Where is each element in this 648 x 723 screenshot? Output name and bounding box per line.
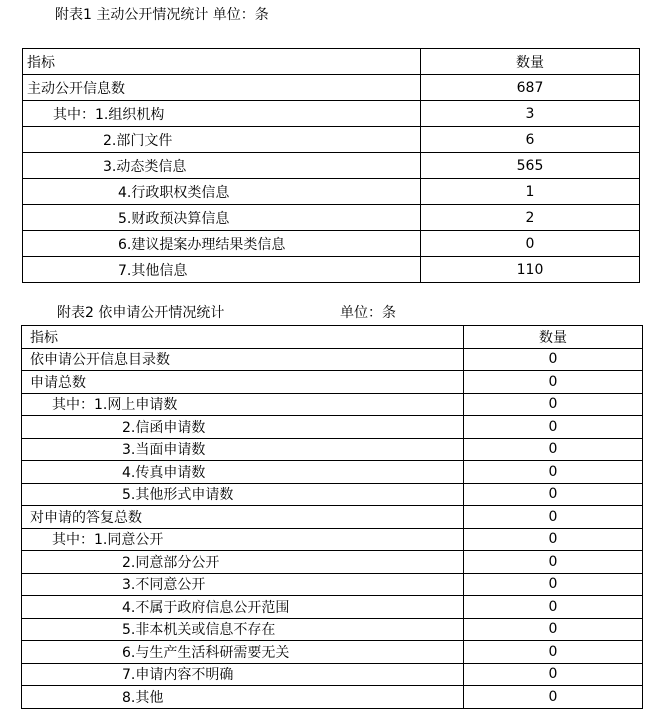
proactive-disclosure-table bbox=[22, 48, 640, 283]
table-row bbox=[22, 348, 643, 371]
row-count: 0 bbox=[464, 371, 643, 394]
row-indicator: 2.同意部分公开 bbox=[22, 551, 464, 574]
row-count: 110 bbox=[421, 257, 640, 283]
table1-caption: 附表1 主动公开情况统计 单位：条 bbox=[55, 7, 269, 23]
table-row bbox=[23, 257, 640, 283]
row-count: 0 bbox=[464, 596, 643, 619]
table-row bbox=[22, 506, 643, 529]
row-count: 0 bbox=[464, 461, 643, 484]
table-row bbox=[23, 153, 640, 179]
table1-body bbox=[23, 49, 640, 283]
table2-header-indicator: 指标 bbox=[22, 326, 464, 349]
row-count: 0 bbox=[464, 416, 643, 439]
row-count: 0 bbox=[421, 231, 640, 257]
table2-body bbox=[22, 326, 643, 709]
row-indicator: 8.其他 bbox=[22, 686, 464, 709]
row-indicator: 4.传真申请数 bbox=[22, 461, 464, 484]
table2-caption-unit: 单位：条 bbox=[340, 305, 396, 321]
row-indicator: 7.其他信息 bbox=[23, 257, 421, 283]
row-indicator: 其中：1.同意公开 bbox=[22, 528, 464, 551]
row-indicator: 其中：1.网上申请数 bbox=[22, 393, 464, 416]
table-row bbox=[22, 686, 643, 709]
table-row bbox=[22, 483, 643, 506]
row-indicator: 5.其他形式申请数 bbox=[22, 483, 464, 506]
row-count: 0 bbox=[464, 393, 643, 416]
table-row bbox=[23, 231, 640, 257]
row-indicator: 7.申请内容不明确 bbox=[22, 663, 464, 686]
row-indicator: 6.与生产生活科研需要无关 bbox=[22, 641, 464, 664]
row-indicator: 依申请公开信息目录数 bbox=[22, 348, 464, 371]
table-row bbox=[22, 438, 643, 461]
row-count: 3 bbox=[421, 101, 640, 127]
table2-caption-title: 附表2 依申请公开情况统计 bbox=[57, 305, 225, 321]
row-indicator: 2.部门文件 bbox=[23, 127, 421, 153]
row-count: 0 bbox=[464, 348, 643, 371]
row-count: 0 bbox=[464, 438, 643, 461]
table-row bbox=[22, 573, 643, 596]
row-indicator: 主动公开信息数 bbox=[23, 75, 421, 101]
row-indicator: 其中：1.组织机构 bbox=[23, 101, 421, 127]
row-count: 6 bbox=[421, 127, 640, 153]
table-row bbox=[23, 205, 640, 231]
row-count: 2 bbox=[421, 205, 640, 231]
row-count: 0 bbox=[464, 641, 643, 664]
row-count: 0 bbox=[464, 551, 643, 574]
row-indicator: 6.建议提案办理结果类信息 bbox=[23, 231, 421, 257]
table-row bbox=[22, 551, 643, 574]
row-indicator: 4.不属于政府信息公开范围 bbox=[22, 596, 464, 619]
table-row bbox=[23, 179, 640, 205]
row-count: 0 bbox=[464, 506, 643, 529]
table-row bbox=[23, 75, 640, 101]
table-row bbox=[22, 641, 643, 664]
on-request-disclosure-table bbox=[21, 325, 643, 709]
table-row bbox=[22, 393, 643, 416]
table1-header-count: 数量 bbox=[421, 49, 640, 75]
table2-header-row bbox=[22, 326, 643, 349]
table2-header-count: 数量 bbox=[464, 326, 643, 349]
row-count: 565 bbox=[421, 153, 640, 179]
table-row bbox=[22, 371, 643, 394]
row-indicator: 3.当面申请数 bbox=[22, 438, 464, 461]
row-count: 0 bbox=[464, 663, 643, 686]
row-indicator: 3.动态类信息 bbox=[23, 153, 421, 179]
row-indicator: 申请总数 bbox=[22, 371, 464, 394]
row-indicator: 5.非本机关或信息不存在 bbox=[22, 618, 464, 641]
table-row bbox=[22, 663, 643, 686]
table1-header-indicator: 指标 bbox=[23, 49, 421, 75]
table-row bbox=[23, 127, 640, 153]
row-count: 0 bbox=[464, 528, 643, 551]
table-row bbox=[22, 596, 643, 619]
table-row bbox=[22, 416, 643, 439]
row-count: 687 bbox=[421, 75, 640, 101]
table-row bbox=[23, 101, 640, 127]
row-indicator: 对申请的答复总数 bbox=[22, 506, 464, 529]
row-count: 0 bbox=[464, 618, 643, 641]
row-indicator: 4.行政职权类信息 bbox=[23, 179, 421, 205]
row-count: 0 bbox=[464, 573, 643, 596]
row-indicator: 5.财政预决算信息 bbox=[23, 205, 421, 231]
row-count: 0 bbox=[464, 686, 643, 709]
row-count: 1 bbox=[421, 179, 640, 205]
table1-header-row bbox=[23, 49, 640, 75]
table-row bbox=[22, 461, 643, 484]
row-indicator: 2.信函申请数 bbox=[22, 416, 464, 439]
table-row bbox=[22, 528, 643, 551]
table-row bbox=[22, 618, 643, 641]
row-indicator: 3.不同意公开 bbox=[22, 573, 464, 596]
row-count: 0 bbox=[464, 483, 643, 506]
